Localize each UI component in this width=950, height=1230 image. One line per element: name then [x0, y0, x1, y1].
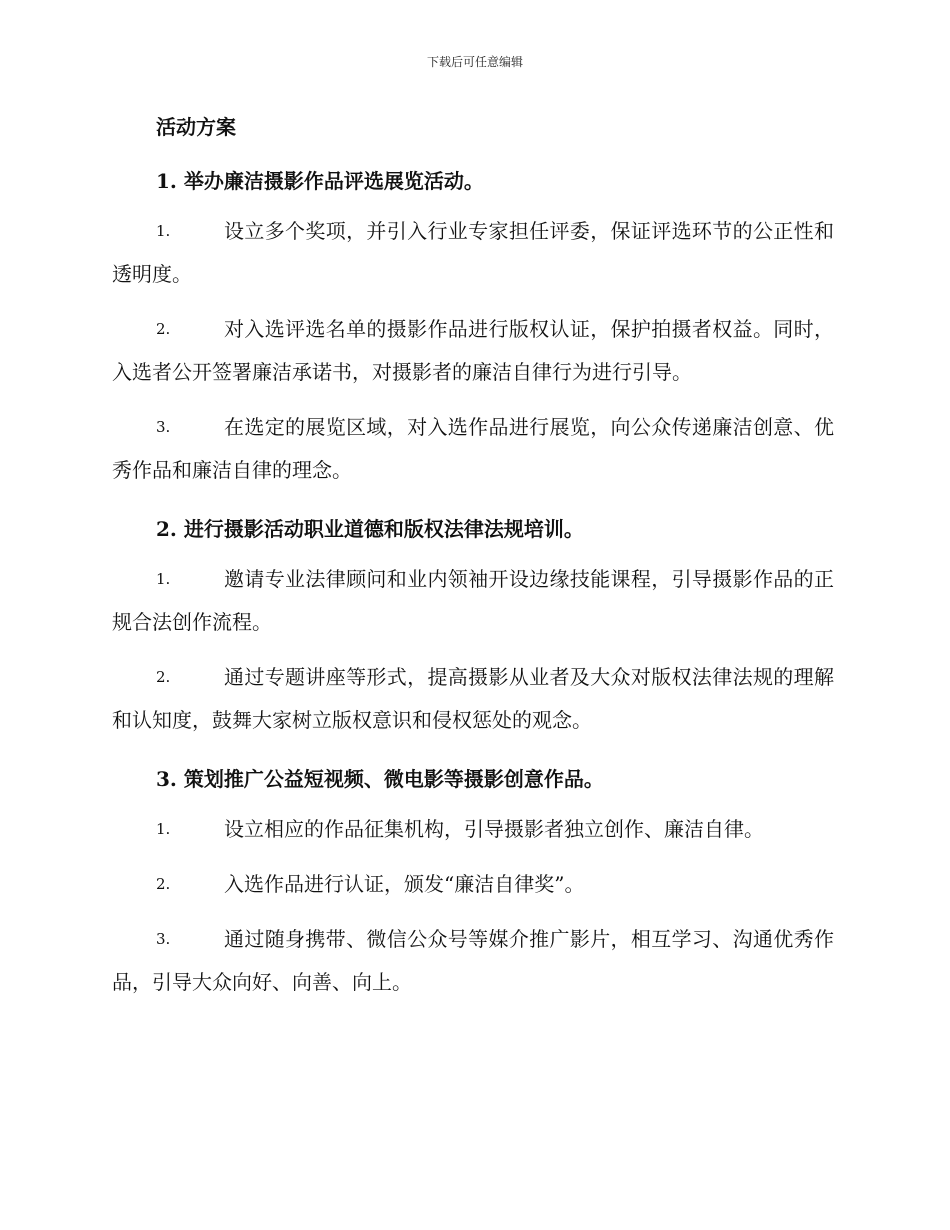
list-item-number: 1.	[156, 820, 171, 838]
list-item-number: 2.	[156, 668, 171, 686]
document-body	[112, 110, 834, 1004]
list-item	[112, 558, 834, 644]
list-item	[112, 808, 834, 851]
list-item-text: 邀请专业法律顾问和业内领袖开设边缘技能课程，引导摄影作品的正规合法创作流程。	[112, 567, 834, 634]
list-item-text: 入选作品进行认证，颁发“廉洁自律奖”。	[224, 872, 585, 896]
section-heading: 1. 举办廉洁摄影作品评选展览活动。	[156, 169, 484, 193]
list-item-number: 2.	[156, 875, 171, 893]
list-item-text: 对入选评选名单的摄影作品进行版权认证，保护拍摄者权益。同时，入选者公开签署廉洁承诺书，对摄影者的廉洁自律行为进行引导。	[112, 317, 834, 384]
document-title: 活动方案	[156, 115, 236, 139]
list-item-number: 1.	[156, 222, 171, 240]
list-item-number: 1.	[156, 570, 171, 588]
list-item-number: 2.	[156, 320, 171, 338]
list-item-text: 在选定的展览区域，对入选作品进行展览，向公众传递廉洁创意、优秀作品和廉洁自律的理念。	[112, 415, 834, 482]
list-item	[112, 918, 834, 1004]
list-item-text: 通过专题讲座等形式，提高摄影从业者及大众对版权法律法规的理解和认知度，鼓舞大家树立版权意识和侵权惩处的观念。	[112, 665, 834, 732]
list-item	[112, 406, 834, 492]
page-header: 下载后可任意编辑	[426, 55, 523, 69]
list-item-text: 通过随身携带、微信公众号等媒介推广影片，相互学习、沟通优秀作品，引导大众向好、向善、向上。	[112, 927, 834, 994]
list-item-text: 设立相应的作品征集机构，引导摄影者独立创作、廉洁自律。	[224, 817, 764, 841]
list-item	[112, 210, 834, 296]
section-heading: 2. 进行摄影活动职业道德和版权法律法规培训。	[156, 517, 584, 541]
list-item	[112, 656, 834, 742]
section-heading: 3. 策划推广公益短视频、微电影等摄影创意作品。	[156, 767, 604, 791]
list-item-number: 3.	[156, 418, 171, 436]
list-item-text: 设立多个奖项，并引入行业专家担任评委，保证评选环节的公正性和透明度。	[112, 219, 834, 286]
list-item	[112, 308, 834, 394]
list-item	[112, 863, 834, 906]
list-item-number: 3.	[156, 930, 171, 948]
